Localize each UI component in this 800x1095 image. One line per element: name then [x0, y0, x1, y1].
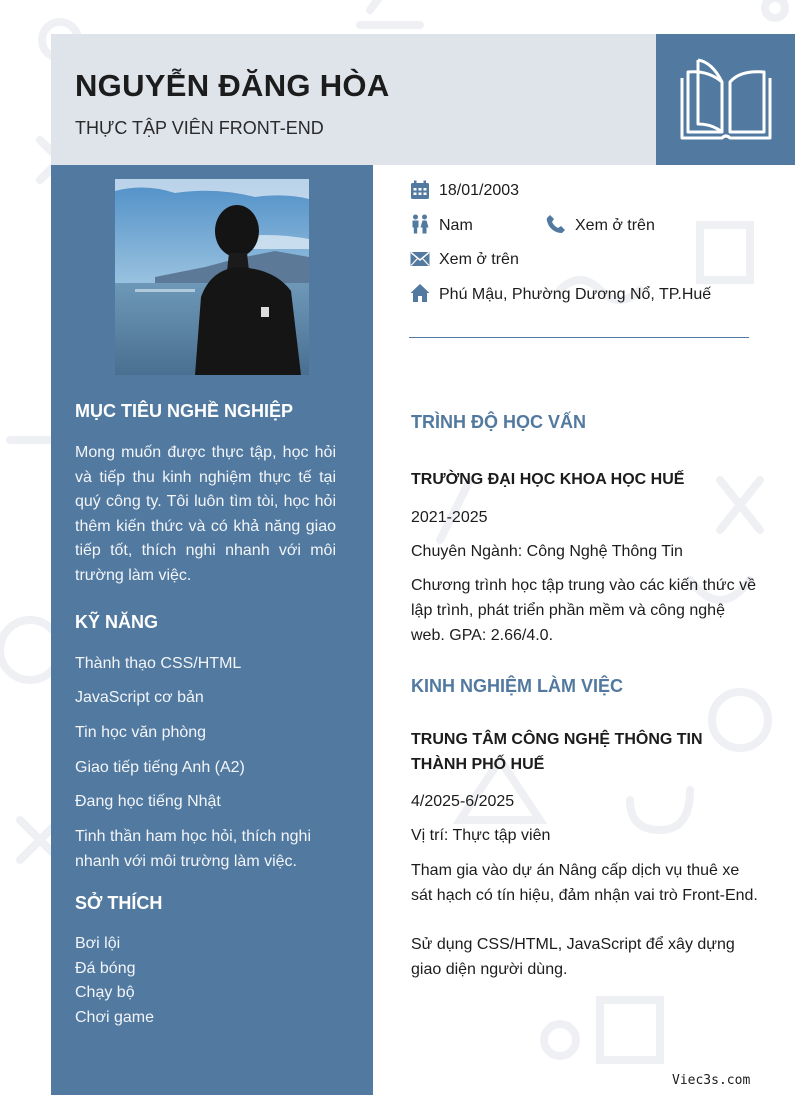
skill-item: Giao tiếp tiếng Anh (A2): [75, 759, 245, 776]
education-period: 2021-2025: [411, 509, 488, 526]
calendar-icon: [410, 180, 430, 200]
candidate-name: NGUYỄN ĐĂNG HÒA: [75, 68, 390, 103]
experience-description: Tham gia vào dự án Nâng cấp dịch vụ thuê xe sát hạch có tín hiệu, đảm nhận vai trò Front-End.: [411, 862, 758, 904]
objective-text: Mong muốn được thực tập, học hỏi và tiếp thu kinh nghiệm thực tế tại quý công ty. Tôi luôn tìm tòi, học hỏi thêm kiến thức và có khả năng giao tiếp tốt, thích nghi nhanh với môi trường làm việc.: [75, 444, 336, 584]
hobby-item: Bơi lội: [75, 935, 121, 952]
education-major: Chuyên Ngành: Công Nghệ Thông Tin: [411, 543, 683, 560]
objective-heading: MỤC TIÊU NGHỀ NGHIỆP: [75, 401, 294, 421]
sidebar: [51, 165, 373, 1095]
skill-item: Thành thạo CSS/HTML: [75, 655, 242, 672]
hobbies-heading: SỞ THÍCH: [75, 893, 163, 913]
birthdate-value: 18/01/2003: [439, 182, 520, 199]
experience-period: 4/2025-6/2025: [411, 793, 515, 810]
gender-icon: [410, 214, 430, 234]
skills-heading: KỸ NĂNG: [75, 612, 159, 632]
job-title: THỰC TẬP VIÊN FRONT-END: [75, 118, 324, 138]
skill-item: Đang học tiếng Nhật: [75, 793, 221, 810]
skill-item: Tinh thần ham học hỏi, thích nghi nhanh với môi trường làm việc.: [75, 828, 311, 870]
mail-icon: [410, 249, 430, 269]
book-logo: [656, 34, 795, 165]
open-book-icon: [678, 52, 774, 144]
education-description: Chương trình học tập trung vào các kiến thức về lập trình, phát triển phần mềm và công nghệ web. GPA: 2.66/4.0.: [411, 577, 756, 644]
hobby-item: Đá bóng: [75, 960, 136, 977]
watermark: Viec3s.com: [672, 1073, 751, 1088]
gender-value: Nam: [439, 217, 473, 234]
hobby-item: Chạy bộ: [75, 984, 135, 1001]
company-name: TRUNG TÂM CÔNG NGHỆ THÔNG TIN THÀNH PHỐ HUẾ: [411, 731, 703, 773]
experience-position: Vị trí: Thực tập viên: [411, 827, 551, 844]
divider: [409, 337, 749, 338]
school-name: TRƯỜNG ĐẠI HỌC KHOA HỌC HUẾ: [411, 471, 685, 488]
skill-item: JavaScript cơ bản: [75, 689, 204, 706]
main-content: [373, 165, 800, 1095]
experience-heading: KINH NGHIỆM LÀM VIỆC: [411, 676, 624, 696]
skill-item: Tin học văn phòng: [75, 724, 207, 741]
phone-icon: [546, 214, 566, 234]
address-value: Phú Mậu, Phường Dương Nổ, TP.Huế: [439, 286, 712, 303]
experience-description: Sử dụng CSS/HTML, JavaScript để xây dựng giao diện người dùng.: [411, 936, 735, 978]
home-icon: [410, 283, 430, 303]
hobby-item: Chơi game: [75, 1009, 154, 1026]
phone-value: Xem ở trên: [575, 217, 655, 234]
profile-photo: [115, 179, 309, 375]
header-banner: [51, 34, 656, 165]
education-heading: TRÌNH ĐỘ HỌC VẤN: [411, 412, 586, 432]
email-value: Xem ở trên: [439, 251, 519, 268]
